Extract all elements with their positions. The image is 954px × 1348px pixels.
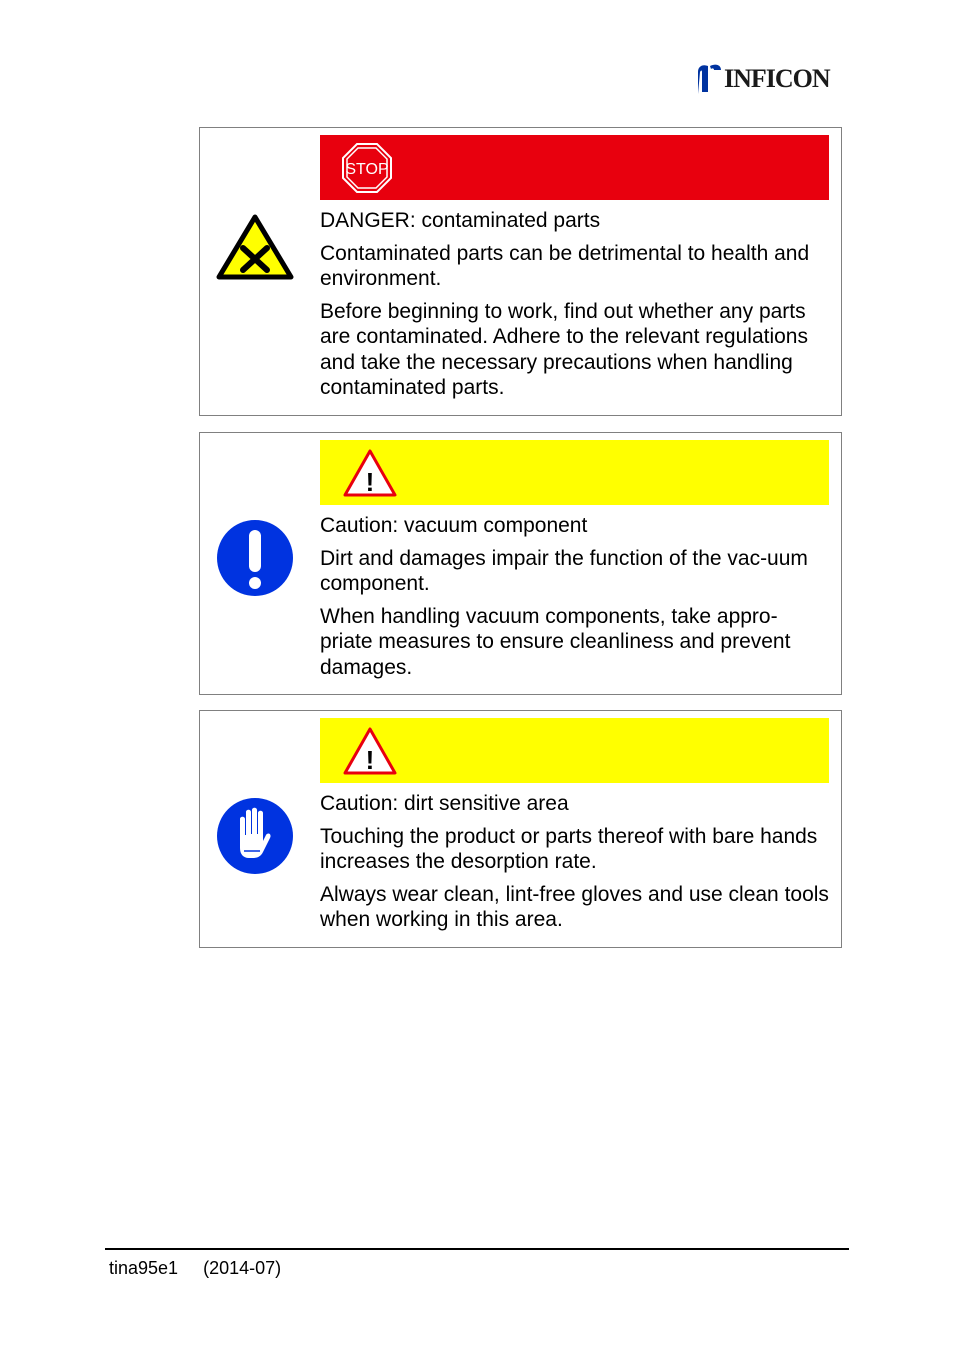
danger-text <box>320 208 829 408</box>
notice-title: DANGER: contaminated parts <box>320 209 601 232</box>
gloves-hand-icon <box>216 797 294 875</box>
caution-banner <box>320 440 829 505</box>
notice-title: Caution: dirt sensitive area <box>320 792 569 815</box>
inficon-logo-icon <box>694 62 722 96</box>
harmful-substance-icon <box>216 214 294 280</box>
notice-description: Touching the product or parts thereof with bare hands increases the desorption rate. <box>320 824 818 873</box>
notice-instruction: Always wear clean, lint-free gloves and use clean tools when working in this area. <box>320 882 829 931</box>
notice-description: Contaminated parts can be detrimental to health and environment. <box>320 241 810 290</box>
caution-dirt-notice <box>199 710 842 948</box>
caution-vacuum-text <box>320 513 829 687</box>
stop-sign-icon <box>342 143 392 193</box>
footer <box>109 1257 281 1279</box>
notice-title: Caution: vacuum component <box>320 514 588 537</box>
warning-triangle-icon <box>342 726 398 776</box>
notice-instruction: When handling vacuum components, take appro-priate measures to ensure cleanliness and prevent damages. <box>320 604 791 679</box>
footer-doc-id: tina95e1 <box>109 1258 179 1278</box>
caution-vacuum-notice <box>199 432 842 695</box>
stop-sign-label: STOP <box>345 161 389 178</box>
warning-triangle-icon <box>342 448 398 498</box>
danger-notice <box>199 127 842 416</box>
logo-text: INFICON <box>724 64 830 93</box>
caution-banner <box>320 718 829 783</box>
notice-instruction: Before beginning to work, find out whether any parts are contaminated. Adhere to the relevant regulations and take the necessary precautions when handling contaminated parts. <box>320 299 808 399</box>
notice-description: Dirt and damages impair the function of the vac-uum component. <box>320 546 808 595</box>
caution-dirt-text <box>320 791 829 940</box>
warning-triangle-label: ! <box>365 467 375 497</box>
inficon-logo <box>694 62 846 96</box>
danger-banner <box>320 135 829 200</box>
footer-divider <box>105 1248 849 1250</box>
exclamation-circle-icon <box>216 519 294 597</box>
footer-date: (2014-07) <box>203 1258 282 1278</box>
warning-triangle-label: ! <box>365 745 375 775</box>
